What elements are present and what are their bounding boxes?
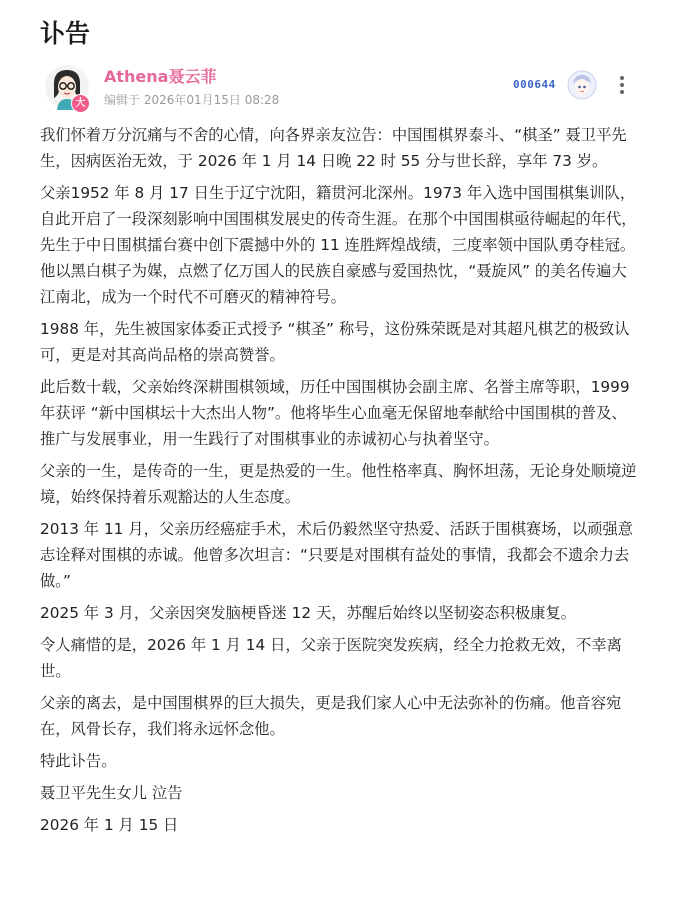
fan-number: 000644 [513, 78, 556, 91]
paragraph-closing: 特此讣告。 [40, 752, 117, 770]
paragraph-recovery: 2025 年 3 月，父亲因突发脑梗昏迷 12 天，苏醒后始终以坚韧姿态积极康复。 [40, 604, 577, 622]
fan-badge[interactable] [509, 70, 599, 100]
paragraph-career: 此后数十载，父亲始终深耕围棋领域，历任中国围棋协会副主席、名誉主席等职，1999 年获评 “新中国棋坛十大杰出人物”。他将毕生心血毫无保留地奉献给中国围棋的普及、推广与发展事业，用一生践行了对围棋事业的赤诚初心与执着坚守。 [40, 378, 630, 448]
paragraph-remembrance: 父亲的离去，是中国围棋界的巨大损失，更是我们家人心中无法弥补的伤痛。他音容宛在，风骨长存，我们将永远怀念他。 [40, 694, 622, 738]
paragraph-signature: 聂卫平先生女儿 泣告 [40, 784, 183, 802]
paragraph-qisheng-title: 1988 年，先生被国家体委正式授予 “棋圣” 称号，这份殊荣既是对其超凡棋艺的极致认可，更是对其高尚品格的崇高赞誉。 [40, 320, 630, 364]
paragraph-passing: 令人痛惜的是，2026 年 1 月 14 日，父亲于医院突发疾病，经全力抢救无效，不幸离世。 [40, 636, 622, 680]
paragraph-character: 父亲的一生，是传奇的一生，更是热爱的一生。他性格率真、胸怀坦荡，无论身处顺境逆境，始终保持着乐观豁达的人生态度。 [40, 462, 637, 506]
paragraph-biography: 父亲1952 年 8 月 17 日生于辽宁沈阳，籍贯河北深州。1973 年入选中国围棋集训队，自此开启了一段深刻影响中国围棋发展史的传奇生涯。在那个中国围棋亟待崛起的年代，先生于中日围棋擂台赛中创下震撼中外的 11 连胜辉煌战绩，三度率领中国队勇夺桂冠。他以黑白棋子为媒，点燃了亿万国人的民族自豪感与爱国热忱，“聂旋风” 的美名传遍大江南北，成为一个时代不可磨灭的精神符号。 [40, 184, 637, 306]
paragraph-illness: 2013 年 11 月，父亲历经癌症手术，术后仍毅然坚守热爱、活跃于围棋赛场，以顽强意志诠释对围棋的赤诚。他曾多次坦言：“只要是对围棋有益处的事情，我都会不遗余力去做。” [40, 520, 634, 590]
article-body [40, 122, 640, 844]
page-title: 讣告 [40, 19, 91, 48]
author-bar [44, 64, 644, 114]
avatar[interactable] [44, 64, 90, 110]
more-options-icon[interactable] [612, 70, 632, 100]
author-name[interactable]: Athena聂云菲 [104, 67, 217, 86]
avatar-badge: 大 [71, 94, 90, 113]
paragraph-announcement: 我们怀着万分沉痛与不舍的心情，向各界亲友泣告：中国围棋界泰斗、“棋圣” 聂卫平先生，因病医治无效，于 2026 年 1 月 14 日晚 22 时 55 分与世长辞，享年 73 岁。 [40, 126, 627, 170]
edit-timestamp: 编辑于 2026年01月15日 08:28 [104, 93, 280, 107]
fan-badge-icon [567, 70, 597, 100]
paragraph-date: 2026 年 1 月 15 日 [40, 816, 179, 834]
